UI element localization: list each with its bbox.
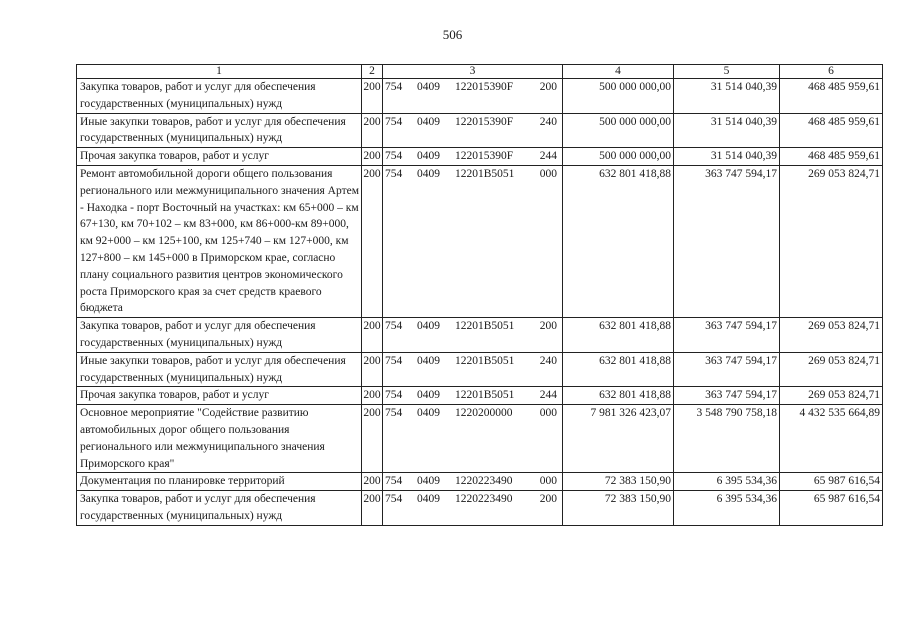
row-value-4: 72 383 150,90: [563, 491, 674, 526]
row-name: Закупка товаров, работ и услуг для обеспечения государственных (муниципальных) нужд: [77, 79, 362, 114]
row-name: Прочая закупка товаров, работ и услуг: [77, 148, 362, 166]
code-part-expense-type: 000: [539, 407, 557, 420]
table-row: [77, 113, 883, 148]
row-value-6: 468 485 959,61: [780, 79, 883, 114]
table-row: [77, 473, 883, 491]
row-value-6: 65 987 616,54: [780, 473, 883, 491]
code-part-section: 0409: [417, 320, 440, 333]
code-part-expense-type: 244: [539, 389, 557, 402]
code-part-target: 122015390F: [455, 115, 514, 128]
row-value-4: 72 383 150,90: [563, 473, 674, 491]
code-part-target: 122015390F: [455, 150, 514, 163]
row-col2: 200: [362, 165, 383, 317]
code-part-section: 0409: [417, 150, 440, 163]
table-row: [77, 165, 883, 317]
row-col2: 200: [362, 387, 383, 405]
code-part-expense-type: 200: [539, 320, 557, 333]
code-part-ministry: 754: [385, 354, 403, 367]
row-code: [383, 113, 563, 148]
row-value-4: 632 801 418,88: [563, 165, 674, 317]
table-row: [77, 318, 883, 353]
row-value-6: 269 053 824,71: [780, 387, 883, 405]
code-part-target: 1220200000: [455, 407, 513, 420]
row-value-5: 363 747 594,17: [674, 387, 780, 405]
code-part-target: 12201B5051: [455, 167, 515, 180]
row-name: Прочая закупка товаров, работ и услуг: [77, 387, 362, 405]
row-value-5: 31 514 040,39: [674, 79, 780, 114]
table-row: [77, 79, 883, 114]
row-value-6: 65 987 616,54: [780, 491, 883, 526]
row-code: [383, 473, 563, 491]
row-value-4: 500 000 000,00: [563, 79, 674, 114]
header-cell: 3: [383, 65, 563, 79]
code-part-target: 12201B5051: [455, 389, 515, 402]
row-value-4: 500 000 000,00: [563, 148, 674, 166]
code-part-ministry: 754: [385, 320, 403, 333]
code-part-ministry: 754: [385, 389, 403, 402]
row-code: [383, 491, 563, 526]
row-name: Закупка товаров, работ и услуг для обеспечения государственных (муниципальных) нужд: [77, 491, 362, 526]
code-part-target: 1220223490: [455, 493, 513, 506]
code-part-section: 0409: [417, 81, 440, 93]
header-row: [77, 65, 883, 79]
row-value-5: 6 395 534,36: [674, 473, 780, 491]
row-code: [383, 318, 563, 353]
row-value-6: 4 432 535 664,89: [780, 405, 883, 473]
code-part-expense-type: 200: [539, 493, 557, 506]
row-code: [383, 405, 563, 473]
row-col2: 200: [362, 148, 383, 166]
code-part-target: 1220223490: [455, 475, 513, 488]
code-part-ministry: 754: [385, 115, 403, 128]
header-cell: 1: [77, 65, 362, 79]
row-code: [383, 79, 563, 114]
header-cell: 2: [362, 65, 383, 79]
table-row: [77, 405, 883, 473]
code-part-expense-type: 244: [539, 150, 557, 163]
code-part-section: 0409: [417, 115, 440, 128]
page-number: 506: [442, 27, 463, 42]
row-value-6: 468 485 959,61: [780, 148, 883, 166]
row-col2: 200: [362, 352, 383, 387]
row-value-4: 632 801 418,88: [563, 387, 674, 405]
row-name: Ремонт автомобильной дороги общего пользования регионального или межмуниципального значения Артем - Находка - порт Восточный на участках: км 65+000 – км 67+130, км 70+102 – км 83+000, км 86+000-км 89+000, км 92+000 – км 125+100, км 125+740 – км 127+000, км 127+800 – км 145+000 в Приморском крае, согласно плану социального развития центров экономического роста Приморского края за счет средств краевого бюджета: [77, 165, 362, 317]
code-part-expense-type: 000: [539, 167, 557, 180]
code-part-section: 0409: [417, 167, 440, 180]
row-col2: 200: [362, 318, 383, 353]
budget-table: [76, 64, 883, 526]
code-part-expense-type: 240: [539, 115, 557, 128]
code-part-expense-type: 000: [539, 475, 557, 488]
row-value-5: 6 395 534,36: [674, 491, 780, 526]
row-code: [383, 387, 563, 405]
row-value-5: 363 747 594,17: [674, 318, 780, 353]
row-value-5: 363 747 594,17: [674, 352, 780, 387]
row-value-4: 632 801 418,88: [563, 318, 674, 353]
code-part-expense-type: 240: [539, 354, 557, 367]
row-col2: 200: [362, 491, 383, 526]
row-value-5: 31 514 040,39: [674, 113, 780, 148]
row-name: Иные закупки товаров, работ и услуг для обеспечения государственных (муниципальных) нужд: [77, 113, 362, 148]
row-value-6: 269 053 824,71: [780, 318, 883, 353]
row-value-5: 31 514 040,39: [674, 148, 780, 166]
row-code: [383, 352, 563, 387]
table-row: [77, 352, 883, 387]
code-part-target: 12201B5051: [455, 320, 515, 333]
row-name: Документация по планировке территорий: [77, 473, 362, 491]
code-part-ministry: 754: [385, 475, 403, 488]
code-part-section: 0409: [417, 475, 440, 488]
code-part-section: 0409: [417, 407, 440, 420]
code-part-ministry: 754: [385, 493, 403, 506]
row-value-5: 363 747 594,17: [674, 165, 780, 317]
table-row: [77, 148, 883, 166]
row-col2: 200: [362, 79, 383, 114]
table-row: [77, 491, 883, 526]
row-value-6: 269 053 824,71: [780, 165, 883, 317]
row-value-6: 269 053 824,71: [780, 352, 883, 387]
row-code: [383, 148, 563, 166]
code-part-ministry: 754: [385, 167, 403, 180]
row-col2: 200: [362, 405, 383, 473]
row-value-4: 500 000 000,00: [563, 113, 674, 148]
code-part-expense-type: 200: [539, 81, 557, 93]
row-name: Основное мероприятие "Содействие развитию автомобильных дорог общего пользования регионального или межмуниципального значения Приморского края": [77, 405, 362, 473]
header-cell: 5: [674, 65, 780, 79]
row-value-4: 632 801 418,88: [563, 352, 674, 387]
header-cell: 4: [563, 65, 674, 79]
code-part-section: 0409: [417, 389, 440, 402]
code-part-target: 12201B5051: [455, 354, 515, 367]
row-value-4: 7 981 326 423,07: [563, 405, 674, 473]
row-value-6: 468 485 959,61: [780, 113, 883, 148]
code-part-ministry: 754: [385, 407, 403, 420]
header-cell: 6: [780, 65, 883, 79]
code-part-ministry: 754: [385, 150, 403, 163]
code-part-section: 0409: [417, 354, 440, 367]
table-row: [77, 387, 883, 405]
code-part-section: 0409: [417, 493, 440, 506]
row-name: Иные закупки товаров, работ и услуг для обеспечения государственных (муниципальных) нужд: [77, 352, 362, 387]
row-col2: 200: [362, 113, 383, 148]
row-code: [383, 165, 563, 317]
code-part-ministry: 754: [385, 81, 403, 93]
row-col2: 200: [362, 473, 383, 491]
row-name: Закупка товаров, работ и услуг для обеспечения государственных (муниципальных) нужд: [77, 318, 362, 353]
row-value-5: 3 548 790 758,18: [674, 405, 780, 473]
code-part-target: 122015390F: [455, 81, 514, 93]
